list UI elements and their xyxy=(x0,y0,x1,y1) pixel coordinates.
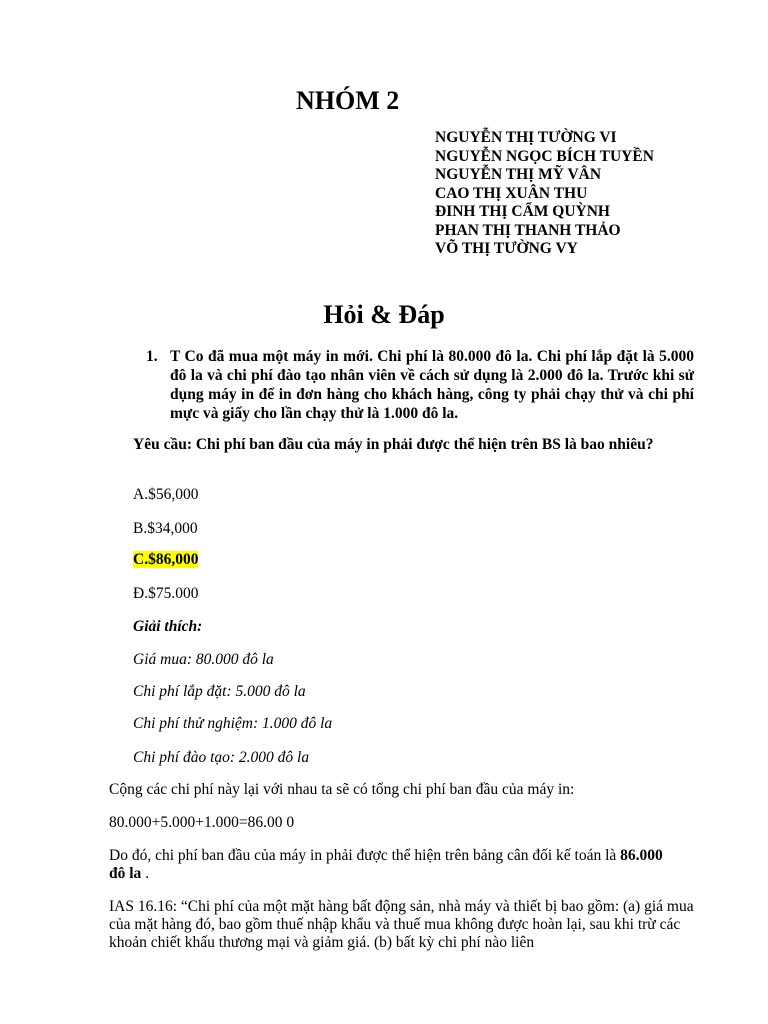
section-title: Hỏi & Đáp xyxy=(323,300,445,329)
answer-option-b xyxy=(133,519,198,538)
explanation-line: Chi phí đào tạo: 2.000 đô la xyxy=(133,749,310,766)
option-label: B.$34,000 xyxy=(133,520,198,537)
member-name: CAO THỊ XUÂN THU xyxy=(435,184,588,202)
explanation-line: Giá mua: 80.000 đô la xyxy=(133,651,274,668)
explanation-heading: Giải thích: xyxy=(133,618,203,635)
answer-option-d xyxy=(133,584,198,603)
question-text: T Co đã mua một máy in mới. Chi phí là 80.000 đô la. Chi phí lắp đặt là 5.000 đô la và chi phí đào tạo nhân viên về cách sử dụng là 2.000 đô la. Trước khi sử dụng máy in để in đơn hàng cho khách hàng, công ty phải chạy thử và chi phí mực và giấy cho lần chạy thử là 1.000 đô la. xyxy=(170,348,694,422)
answer-option-a xyxy=(133,485,198,504)
correct-answer-highlight: C.$86,000 xyxy=(133,551,199,568)
conclusion-suffix: . xyxy=(141,865,150,882)
question-number: 1. xyxy=(146,348,158,365)
member-name: ĐINH THỊ CẨM QUỲNH xyxy=(435,203,610,220)
option-label: A.$56,000 xyxy=(133,486,199,503)
explanation-line: Chi phí lắp đặt: 5.000 đô la xyxy=(133,683,306,700)
conclusion-prefix: Do đó, chi phí ban đầu của máy in phải được thể hiện trên bảng cân đối kế toán là xyxy=(109,847,621,864)
explanation-line: Chi phí thử nghiệm: 1.000 đô la xyxy=(133,715,333,732)
option-label: Đ.$75.000 xyxy=(133,585,199,602)
member-name: NGUYỄN THỊ TƯỜNG VI xyxy=(435,129,617,146)
member-name: NGUYỄN THỊ MỸ VÂN xyxy=(435,166,602,183)
ias-reference: IAS 16.16: “Chi phí của một mặt hàng bất động sản, nhà máy và thiết bị bao gồm: (a) giá mua của mặt hàng đó, bao gồm thuế nhập khẩu và thuế mua không được hoàn lại, sau khi trừ các khoản chiết khấu thương mại và giảm giá. (b) bất kỳ chi phí nào liên xyxy=(109,898,694,951)
member-list xyxy=(435,129,654,259)
conclusion xyxy=(109,847,669,883)
member-name: VÕ THỊ TƯỜNG VY xyxy=(435,240,578,257)
question-item xyxy=(146,347,694,423)
member-name: PHAN THỊ THANH THẢO xyxy=(435,221,621,239)
member-name: NGUYỄN NGỌC BÍCH TUYỀN xyxy=(435,147,654,165)
group-title: NHÓM 2 xyxy=(296,86,400,115)
sum-intro: Cộng các chi phí này lại với nhau ta sẽ có tổng chi phí ban đầu của máy in: xyxy=(109,781,575,798)
conclusion-value: 86.000 đô la xyxy=(109,847,663,882)
answer-option-c xyxy=(133,550,198,569)
cost-formula: 80.000+5.000+1.000=86.00 0 xyxy=(109,814,295,831)
question-requirement: Yêu cầu: Chi phí ban đầu của máy in phải được thể hiện trên BS là bao nhiêu? xyxy=(133,436,654,453)
